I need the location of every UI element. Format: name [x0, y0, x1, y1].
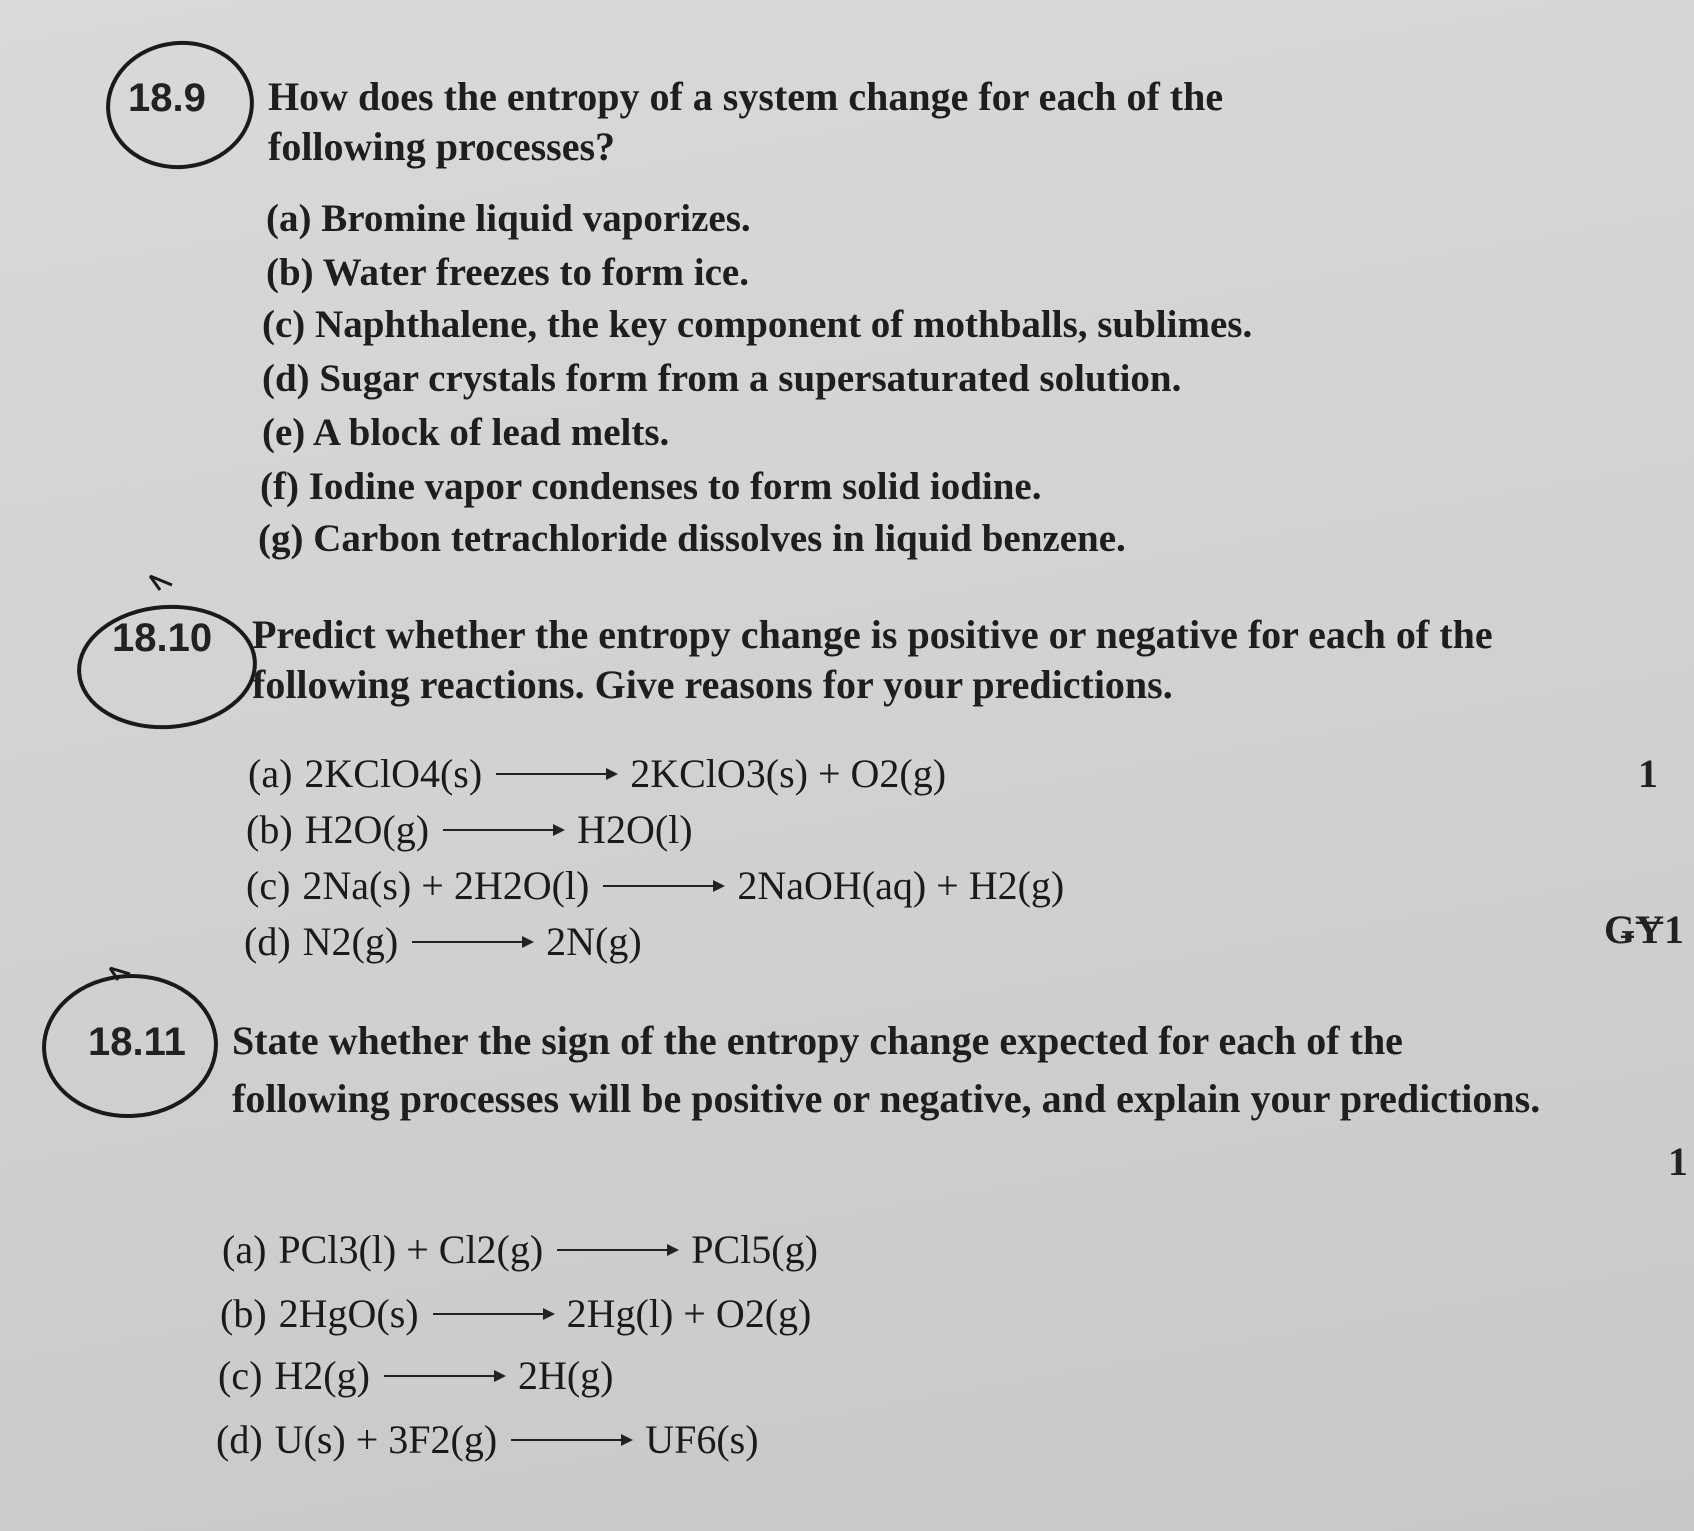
question-text-18-10: Predict whether the entropy change is positive or negative for each of the following reactions. Give reasons for your predictions. — [252, 612, 1493, 707]
equation-products: 2Hg(l) + O2(g) — [566, 1291, 812, 1336]
equation-label: (d) — [216, 1417, 263, 1462]
equation-reactants: U(s) + 3F2(g) — [274, 1417, 498, 1462]
equation-row — [222, 1226, 818, 1273]
question-text-18-9: How does the entropy of a system change for each of the following processes? — [268, 74, 1224, 169]
equation-products: PCl5(g) — [691, 1227, 818, 1272]
equation-label: (c) — [218, 1353, 263, 1398]
equation-reactants: H2(g) — [274, 1353, 370, 1398]
equation-row — [244, 918, 642, 965]
reaction-arrow-icon — [443, 829, 563, 831]
equation-row — [218, 1352, 613, 1399]
equation-label: (d) — [244, 919, 291, 964]
equation-reactants: 2KClO4(s) — [304, 751, 483, 796]
margin-page-number: 1 — [1668, 1139, 1688, 1184]
reaction-arrow-icon — [496, 773, 616, 775]
equation-row — [246, 806, 693, 853]
equation-label: (b) — [246, 807, 293, 852]
equation-reactants: 2HgO(s) — [278, 1291, 419, 1336]
list-item: (e) A block of lead melts. — [262, 411, 670, 454]
equation-reactants: N2(g) — [302, 919, 399, 964]
reaction-arrow-icon — [412, 941, 532, 943]
equation-products: 2NaOH(aq) + H2(g) — [737, 863, 1065, 908]
question-text-18-11: State whether the sign of the entropy change expected for each of the following processes will be positive or negative, and explain your predictions. — [232, 1018, 1541, 1121]
list-item: (a) Bromine liquid vaporizes. — [266, 197, 751, 240]
list-item: (c) Naphthalene, the key component of mothballs, sublimes. — [262, 303, 1253, 346]
question-number-18-9: 18.9 — [128, 76, 206, 120]
reaction-arrow-icon — [511, 1439, 631, 1441]
equation-label: (b) — [220, 1291, 267, 1336]
margin-page-number: ǤɎ1 — [1604, 907, 1684, 952]
list-item: (b) Water freezes to form ice. — [266, 251, 749, 294]
circle-18-10-tick — [150, 576, 172, 590]
question-number-18-11: 18.11 — [88, 1020, 186, 1064]
list-item: (g) Carbon tetrachloride dissolves in liquid benzene. — [258, 517, 1126, 560]
margin-page-number: 1 — [1638, 751, 1658, 796]
equation-row — [216, 1416, 759, 1463]
equation-reactants: PCl3(l) + Cl2(g) — [278, 1227, 544, 1272]
equation-label: (a) — [222, 1227, 267, 1272]
equation-products: H2O(l) — [577, 807, 693, 852]
reaction-arrow-icon — [603, 885, 723, 887]
equation-row — [246, 862, 1064, 909]
reaction-arrow-icon — [557, 1249, 677, 1251]
equation-reactants: 2Na(s) + 2H2O(l) — [302, 863, 590, 908]
reaction-arrow-icon — [384, 1375, 504, 1377]
equation-products: 2H(g) — [517, 1353, 614, 1398]
reaction-arrow-icon — [433, 1313, 553, 1315]
equation-products: 2KClO3(s) + O2(g) — [630, 751, 947, 796]
list-item: (f) Iodine vapor condenses to form solid iodine. — [260, 465, 1042, 508]
list-item: (d) Sugar crystals form from a supersaturated solution. — [262, 357, 1182, 400]
equation-label: (a) — [248, 751, 293, 796]
equation-label: (c) — [246, 863, 291, 908]
equation-row — [220, 1290, 811, 1337]
equation-products: UF6(s) — [645, 1417, 759, 1462]
equation-row — [248, 750, 946, 797]
equation-reactants: H2O(g) — [304, 807, 430, 852]
equation-products: 2N(g) — [546, 919, 642, 964]
question-number-18-10: 18.10 — [112, 616, 213, 660]
